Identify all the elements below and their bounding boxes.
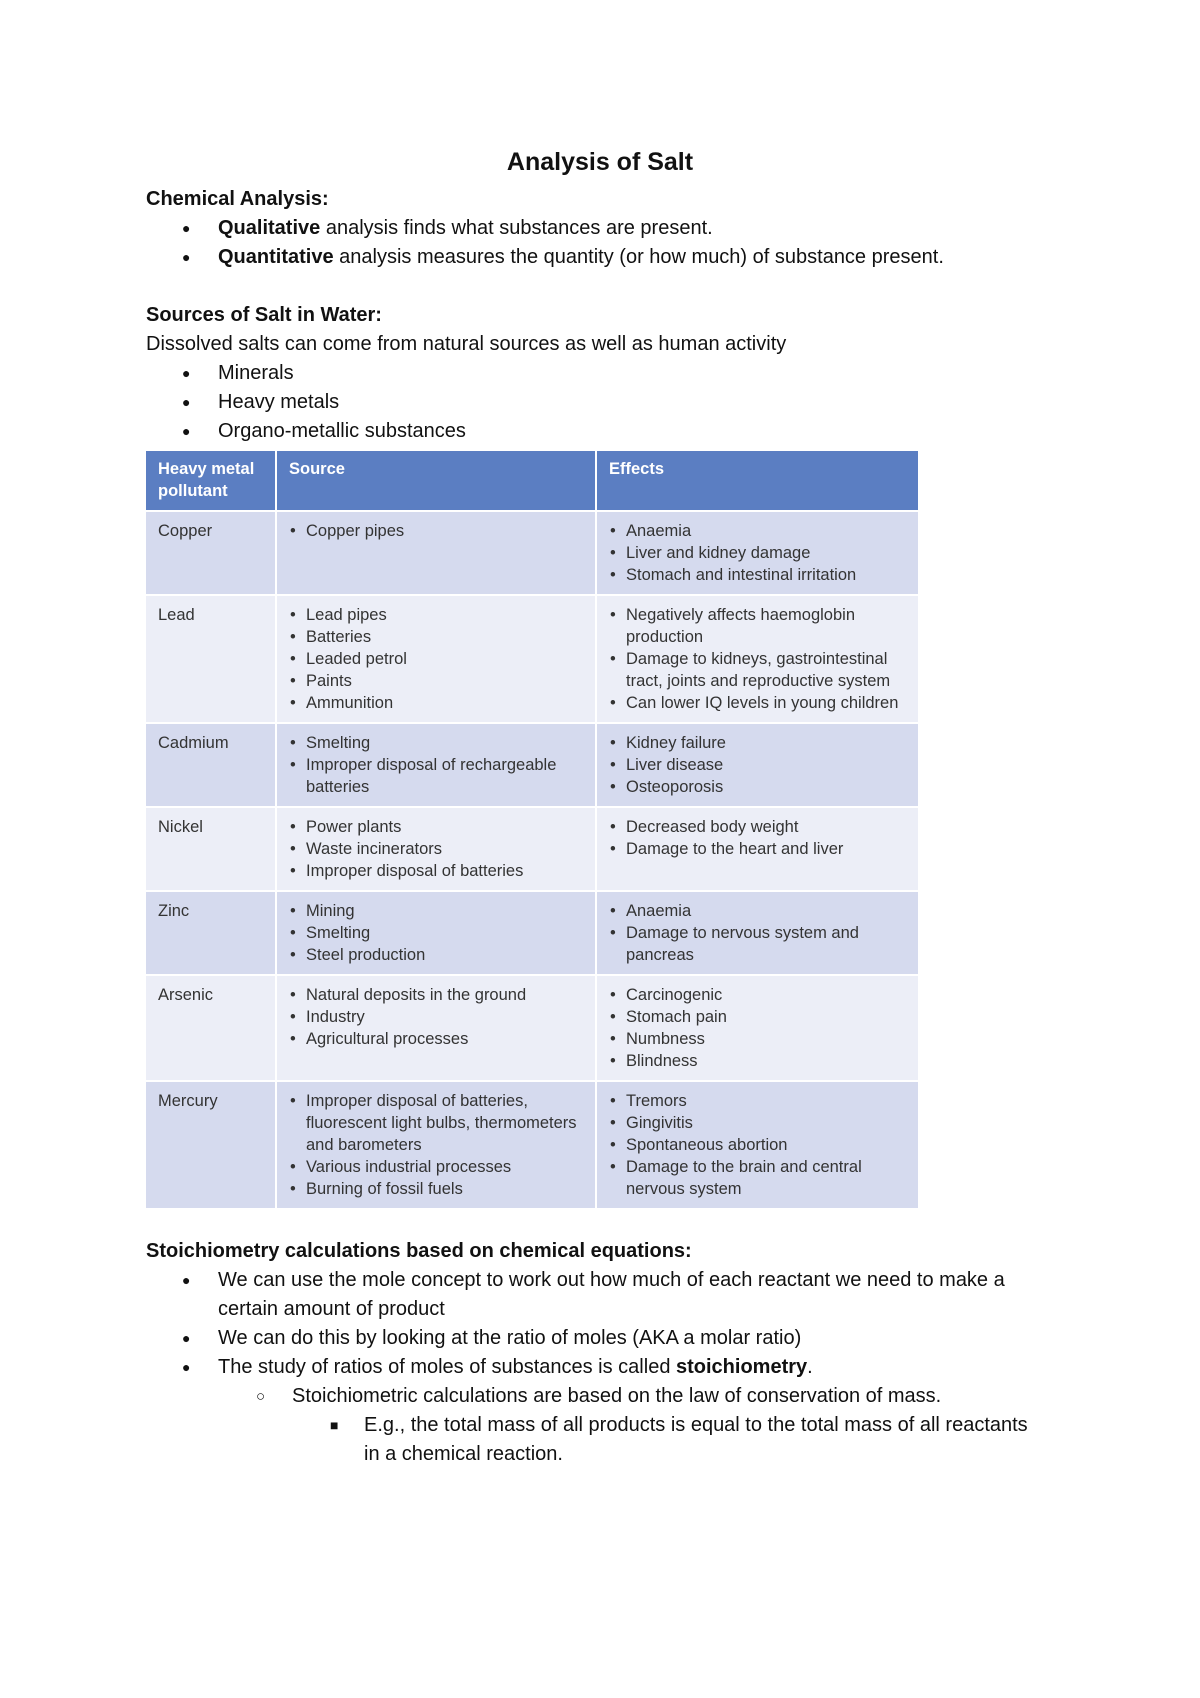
list-item: ● We can do this by looking at the ratio of moles (AKA a molar ratio) bbox=[146, 1324, 1046, 1353]
column-header: Effects bbox=[596, 451, 918, 511]
effects-item: • Stomach and intestinal irritation bbox=[609, 564, 906, 586]
effects-item: • Blindness bbox=[609, 1050, 906, 1072]
effects-item: • Stomach pain bbox=[609, 1006, 906, 1028]
sources-heading: Sources of Salt in Water: bbox=[146, 304, 382, 326]
table-row bbox=[146, 975, 918, 1081]
list-item: ● We can use the mole concept to work out how much of each reactant we need to make a certain amount of product bbox=[146, 1266, 1046, 1324]
table-row bbox=[146, 891, 918, 975]
effects-list bbox=[609, 1090, 906, 1200]
source-item: • Improper disposal of batteries, fluorescent light bulbs, thermometers and barometers bbox=[289, 1090, 583, 1156]
document-page bbox=[146, 148, 1046, 1469]
source-item: • Burning of fossil fuels bbox=[289, 1178, 583, 1200]
source-cell bbox=[276, 1081, 596, 1208]
source-item: • Lead pipes bbox=[289, 604, 583, 626]
list-item: ● Heavy metals bbox=[146, 388, 1046, 417]
metal-cell: Lead bbox=[146, 595, 276, 723]
source-cell bbox=[276, 511, 596, 595]
source-list bbox=[289, 900, 583, 966]
effects-list bbox=[609, 732, 906, 798]
sources-intro: Dissolved salts can come from natural sources as well as human activity bbox=[146, 333, 787, 355]
metal-cell: Cadmium bbox=[146, 723, 276, 807]
list-item bbox=[146, 1353, 1046, 1382]
term-quantitative: Quantitative bbox=[218, 246, 334, 268]
table-row bbox=[146, 1081, 918, 1208]
effects-item: • Anaemia bbox=[609, 900, 906, 922]
definition-text: analysis measures the quantity (or how much) of substance present. bbox=[333, 246, 944, 268]
column-header: Source bbox=[276, 451, 596, 511]
source-cell bbox=[276, 723, 596, 807]
effects-list bbox=[609, 900, 906, 966]
effects-item: • Kidney failure bbox=[609, 732, 906, 754]
stoichiometry-sublist bbox=[146, 1382, 1046, 1411]
table-row bbox=[146, 511, 918, 595]
term-stoichiometry: stoichiometry bbox=[676, 1356, 808, 1378]
list-item: ● Organo-metallic substances bbox=[146, 417, 1046, 446]
source-cell bbox=[276, 975, 596, 1081]
list-item: ● Minerals bbox=[146, 359, 1046, 388]
page-title: Analysis of Salt bbox=[506, 148, 694, 176]
effects-cell bbox=[596, 511, 918, 595]
heavy-metal-table bbox=[146, 451, 918, 1208]
metal-cell: Copper bbox=[146, 511, 276, 595]
source-item: • Waste incinerators bbox=[289, 838, 583, 860]
effects-list bbox=[609, 520, 906, 586]
stoichiometry-list bbox=[146, 1266, 1046, 1382]
source-item: • Various industrial processes bbox=[289, 1156, 583, 1178]
term-qualitative: Qualitative bbox=[218, 217, 321, 239]
stoichiometry-subsublist bbox=[146, 1411, 1046, 1469]
source-item: • Steel production bbox=[289, 944, 583, 966]
source-item: • Smelting bbox=[289, 922, 583, 944]
spacer bbox=[146, 1208, 1046, 1237]
effects-item: • Carcinogenic bbox=[609, 984, 906, 1006]
effects-list bbox=[609, 816, 906, 860]
source-item: • Natural deposits in the ground bbox=[289, 984, 583, 1006]
stoichiometry-heading: Stoichiometry calculations based on chemical equations: bbox=[146, 1240, 692, 1262]
definition-text: analysis finds what substances are present. bbox=[320, 217, 713, 239]
table-body bbox=[146, 511, 918, 1208]
effects-item: • Spontaneous abortion bbox=[609, 1134, 906, 1156]
effects-cell bbox=[596, 1081, 918, 1208]
source-item: • Ammunition bbox=[289, 692, 583, 714]
effects-item: • Decreased body weight bbox=[609, 816, 906, 838]
effects-item: • Damage to nervous system and pancreas bbox=[609, 922, 906, 966]
effects-cell bbox=[596, 595, 918, 723]
effects-item: • Anaemia bbox=[609, 520, 906, 542]
source-cell bbox=[276, 595, 596, 723]
source-item: • Improper disposal of rechargeable batteries bbox=[289, 754, 583, 798]
effects-item: • Liver and kidney damage bbox=[609, 542, 906, 564]
table-row bbox=[146, 723, 918, 807]
list-item: ■ E.g., the total mass of all products is equal to the total mass of all reactants in a chemical reaction. bbox=[146, 1411, 1046, 1469]
effects-list bbox=[609, 984, 906, 1072]
list-item: ○ Stoichiometric calculations are based on the law of conservation of mass. bbox=[146, 1382, 1046, 1411]
source-list bbox=[289, 816, 583, 882]
chemical-analysis-list bbox=[146, 214, 1046, 272]
table-row bbox=[146, 807, 918, 891]
effects-item: • Osteoporosis bbox=[609, 776, 906, 798]
source-item: • Copper pipes bbox=[289, 520, 583, 542]
spacer bbox=[146, 272, 1046, 301]
metal-cell: Arsenic bbox=[146, 975, 276, 1081]
effects-cell bbox=[596, 975, 918, 1081]
source-cell bbox=[276, 891, 596, 975]
item-text: The study of ratios of moles of substances is called bbox=[218, 1356, 676, 1378]
table-row bbox=[146, 595, 918, 723]
source-cell bbox=[276, 807, 596, 891]
effects-item: • Damage to the brain and central nervous system bbox=[609, 1156, 906, 1200]
list-item bbox=[146, 243, 1046, 272]
item-text: . bbox=[807, 1356, 813, 1378]
effects-item: • Damage to the heart and liver bbox=[609, 838, 906, 860]
source-item: • Agricultural processes bbox=[289, 1028, 583, 1050]
source-item: • Paints bbox=[289, 670, 583, 692]
effects-item: • Liver disease bbox=[609, 754, 906, 776]
effects-cell bbox=[596, 807, 918, 891]
chemical-analysis-heading: Chemical Analysis: bbox=[146, 188, 329, 210]
effects-item: • Tremors bbox=[609, 1090, 906, 1112]
effects-cell bbox=[596, 891, 918, 975]
column-header: Heavy metal pollutant bbox=[146, 451, 276, 511]
source-item: • Power plants bbox=[289, 816, 583, 838]
effects-item: • Numbness bbox=[609, 1028, 906, 1050]
metal-cell: Mercury bbox=[146, 1081, 276, 1208]
effects-item: • Damage to kidneys, gastrointestinal tract, joints and reproductive system bbox=[609, 648, 906, 692]
source-list bbox=[289, 604, 583, 714]
source-list bbox=[289, 732, 583, 798]
sources-list bbox=[146, 359, 1046, 446]
source-list bbox=[289, 984, 583, 1050]
effects-item: • Can lower IQ levels in young children bbox=[609, 692, 906, 714]
source-item: • Batteries bbox=[289, 626, 583, 648]
source-item: • Improper disposal of batteries bbox=[289, 860, 583, 882]
source-item: • Industry bbox=[289, 1006, 583, 1028]
metal-cell: Zinc bbox=[146, 891, 276, 975]
source-item: • Mining bbox=[289, 900, 583, 922]
effects-cell bbox=[596, 723, 918, 807]
list-item bbox=[146, 214, 1046, 243]
effects-item: • Negatively affects haemoglobin production bbox=[609, 604, 906, 648]
effects-list bbox=[609, 604, 906, 714]
effects-item: • Gingivitis bbox=[609, 1112, 906, 1134]
source-item: • Smelting bbox=[289, 732, 583, 754]
source-list bbox=[289, 520, 583, 542]
metal-cell: Nickel bbox=[146, 807, 276, 891]
source-item: • Leaded petrol bbox=[289, 648, 583, 670]
source-list bbox=[289, 1090, 583, 1200]
table-header-row bbox=[146, 451, 918, 511]
